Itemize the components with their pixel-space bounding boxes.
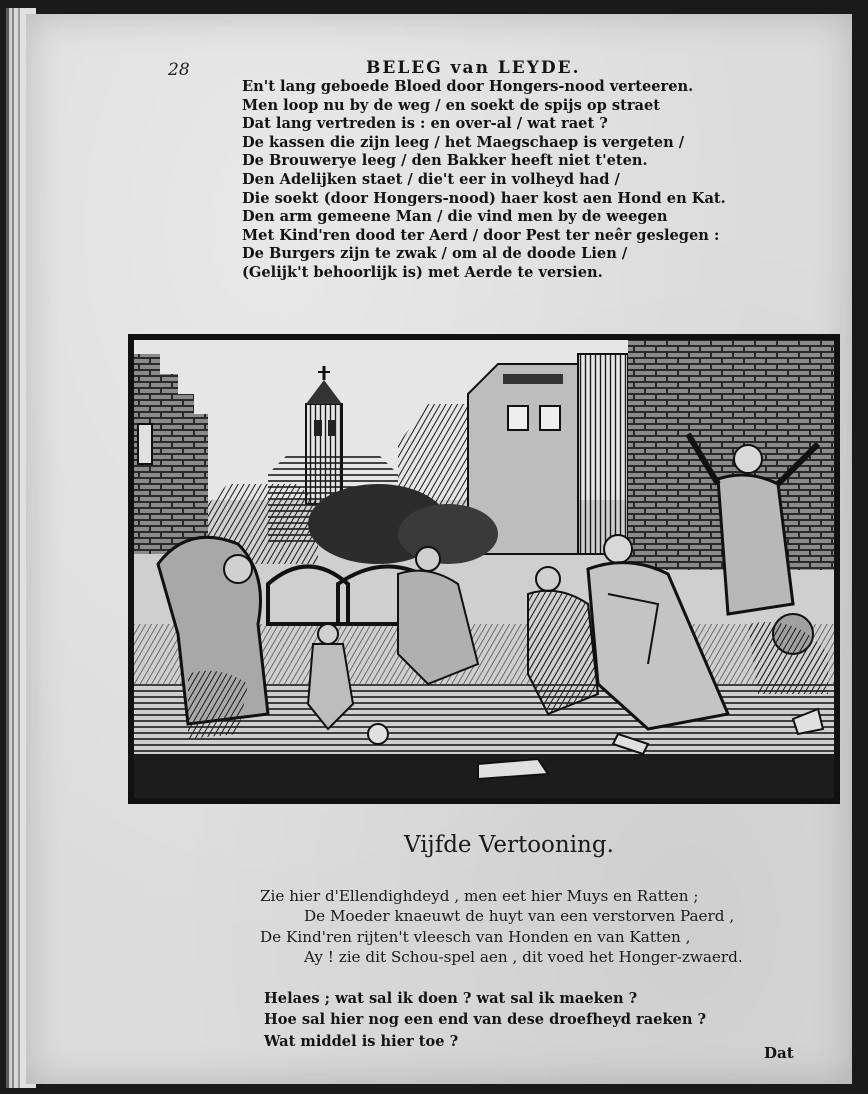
verse-line: De Brouwerye leeg / den Bakker heeft niet t'eten. (242, 152, 648, 170)
page-number: 28 (168, 60, 190, 80)
verse-roman (260, 886, 743, 967)
verse-line: Helaes ; wat sal ik doen ? wat sal ik maeken ? (264, 990, 638, 1007)
verse-line: Hoe sal hier nog een end van dese droefheyd raeken ? (264, 1011, 707, 1029)
verse-line: Den arm gemeene Man / die vind men by de weegen (242, 208, 668, 226)
verse-line: Zie hier d'Ellendighdeyd , men eet hier Muys en Ratten ; (260, 887, 699, 905)
running-head: BELEG van LEYDE. (366, 58, 581, 78)
section-title: Vijfde Vertooning. (404, 832, 614, 858)
verse-line: Die soekt (door Hongers-nood) haer kost aen Hond en Kat. (242, 189, 726, 207)
verse-top (242, 78, 762, 283)
verse-line: Met Kind'ren dood ter Aerd / door Pest ter neêr geslegen : (242, 226, 720, 244)
verse-line: (Gelijk't behoorlijk is) met Aerde te versien. (242, 263, 603, 281)
verse-bottom (264, 988, 706, 1052)
book-page (26, 14, 852, 1084)
verse-line: Dat lang vertreden is : en over-al / wat raet ? (242, 115, 608, 133)
verse-line: Den Adelijken staet / die't eer in volheyd had / (242, 170, 620, 188)
verse-line: De Burgers zijn te zwak / om al de doode Lien / (242, 245, 628, 263)
verse-line: De kassen die zijn leeg / het Maegschaep is vergeten / (242, 133, 685, 151)
verse-line: En't lang geboede Bloed door Hongers-nood verteeren. (242, 78, 694, 95)
verse-line: De Moeder knaeuwt de huyt van een verstorven Paerd , (304, 907, 735, 926)
verse-line: Wat middel is hier toe ? (264, 1032, 459, 1050)
woodcut-illustration (128, 334, 840, 804)
verse-line: De Kind'ren rijten't vleesch van Honden en van Katten , (260, 927, 691, 946)
verse-line: Men loop nu by de weg / en soekt de spijs op straet (242, 96, 661, 114)
catchword: Dat (764, 1044, 794, 1062)
verse-line: Ay ! zie dit Schou-spel aen , dit voed het Honger-zwaerd. (304, 947, 743, 966)
